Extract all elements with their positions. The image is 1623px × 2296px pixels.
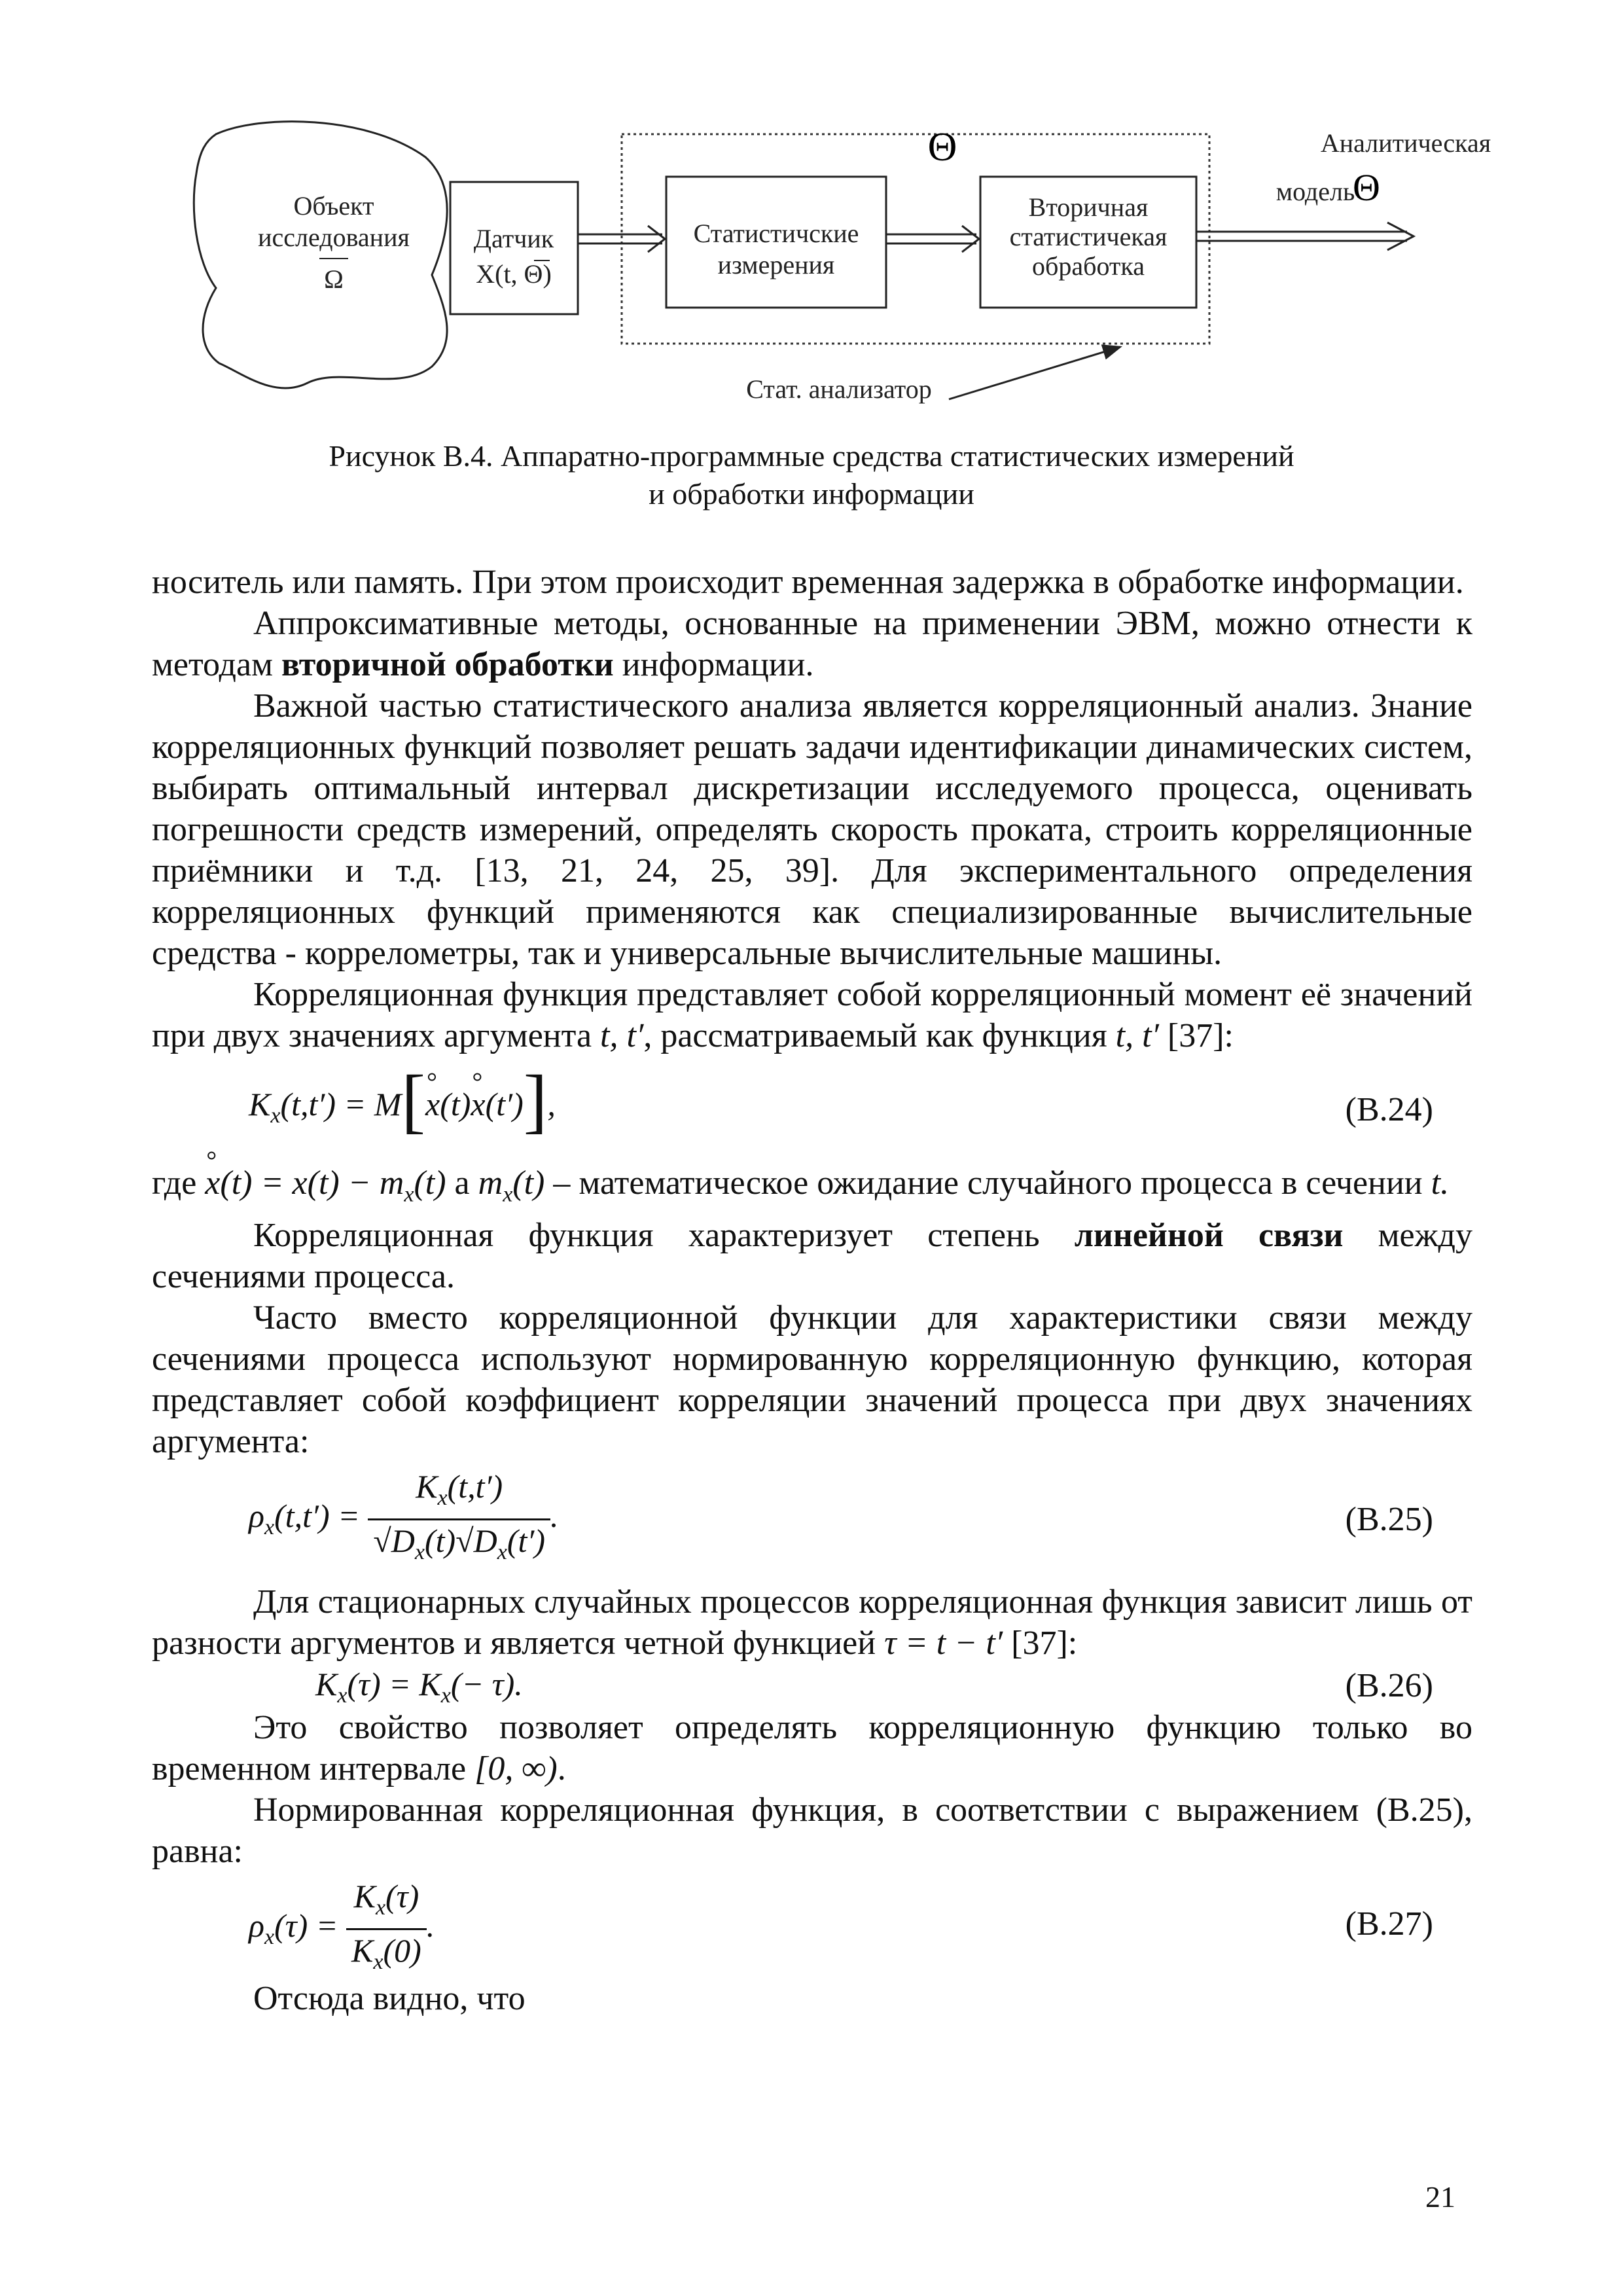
caption-line-2: и обработки информации (649, 477, 974, 511)
formula-b25-label: (В.25) (1345, 1501, 1433, 1539)
object-label-1: Объект (293, 191, 374, 221)
object-shape (194, 122, 447, 388)
figure-caption (151, 437, 1472, 513)
theta-symbol-model: Θ (1353, 166, 1380, 209)
paragraph-2: Аппроксимативные методы, основанные на применении ЭВМ, можно отнести к методам вторичной обработки информации. (152, 605, 1472, 683)
object-label-2: исследования (258, 223, 410, 252)
secondary-label-1: Вторичная (1028, 192, 1149, 222)
analytic-model-label-1: Аналитическая (1320, 128, 1491, 158)
paragraph-9: Это свойство позволяет определять корреляционную функцию только во временном интервале [0, ∞). (152, 1709, 1472, 1788)
theta-symbol-top: Θ (927, 125, 957, 170)
paragraph-10: Нормированная корреляционная функция, в соответствии с выражением (В.25), равна: (152, 1791, 1472, 1871)
paragraph-6: Корреляционная функция характеризует степень линейной связи между сечениями процесса. (152, 1217, 1473, 1296)
formula-b26-label: (В.26) (1345, 1667, 1433, 1705)
stat-measure-label-1: Статистичские (693, 219, 859, 248)
arrow-secondary-to-model (1196, 223, 1414, 250)
page-number: 21 (1425, 2180, 1455, 2214)
formula-b27: $\rho_x(\tau)$ = $\frac{K_x(\tau)}{K_x(0)}$ . (В.27) (152, 1876, 1472, 1974)
bold-secondary-processing: вторичной обработки (281, 646, 614, 683)
analyzer-label: Стат. анализатор (746, 374, 932, 404)
paragraph-3: Важной частью статистического анализа является корреляционный анализ. Знание корреляционных функций позволяет решать задачи идентификации динамических систем, выбирать оптимальный интервал дискретизации исследуемого процесса, оценивать погрешности средств измерений, определять скорость проката, строить корреляционные приёмники и т.д. [13, 21, 24, 25, 39]. Для экспериментального определения корреляционных функций применяются как специализированные вычислительные средства - коррелометры, так и универсальные вычислительные машины. (152, 687, 1472, 972)
analytic-model-label-2: модель (1275, 177, 1355, 206)
caption-line-1: Рисунок В.4. Аппаратно-программные средства статистических измерений (329, 439, 1294, 473)
arrow-measure-to-secondary (886, 226, 979, 252)
secondary-label-3: обработка (1032, 251, 1145, 281)
body-text (152, 562, 1472, 2019)
paragraph-5: где ° $x(t) = x(t) - m_x(t)$ а $m_x(t)$ – математическое ожидание случайного процесса в сечении t. (152, 1162, 1472, 1215)
bold-linear-relation: линейной связи (1074, 1217, 1344, 1255)
paragraph-1: носитель или память. При этом происходит временная задержка в обработке информации. (152, 564, 1464, 601)
formula-b24: $K_x(t,t') = M[^\circ$ x(t)° x(t′)], (В.24) (152, 1060, 1472, 1158)
paragraph-7: Часто вместо корреляционной функции для характеристики связи между сечениями процесса используют нормированную корреляционную функцию, которая представляет собой коэффициент корреляции значений процесса при двух значениях аргумента: (152, 1299, 1472, 1461)
sensor-label: Датчик (473, 224, 554, 253)
paragraph-11: Отсюда видно, что (253, 1980, 526, 2018)
stat-measure-label-2: измерения (717, 250, 835, 279)
formula-b25: $\rho_x(t,t')$ = $\frac{K_x(t,t')}{√D_x(t)√D_x(t')}$ . (В.25) (152, 1466, 1472, 1577)
formula-b27-label: (В.27) (1345, 1905, 1433, 1943)
paragraph-4: Корреляционная функция представляет собой корреляционный момент её значений при двух значениях аргумента t, t′, рассматриваемый как функция t, t′ [37]: (152, 976, 1472, 1054)
formula-b24-label: (В.24) (1345, 1091, 1433, 1128)
secondary-label-2: статистичекая (1009, 222, 1168, 251)
sensor-signal: X(t, Θ) (476, 259, 552, 289)
paragraph-8: Для стационарных случайных процессов корреляционная функция зависит лишь от разности аргументов и является четной функцией τ = t − t′ [37]: (152, 1583, 1472, 1662)
formula-b26: $K_x(\tau) = K_x(- \tau)$. (В.26) (315, 1666, 1433, 1708)
object-symbol: Ω (324, 264, 344, 294)
figure-diagram (0, 0, 1623, 432)
